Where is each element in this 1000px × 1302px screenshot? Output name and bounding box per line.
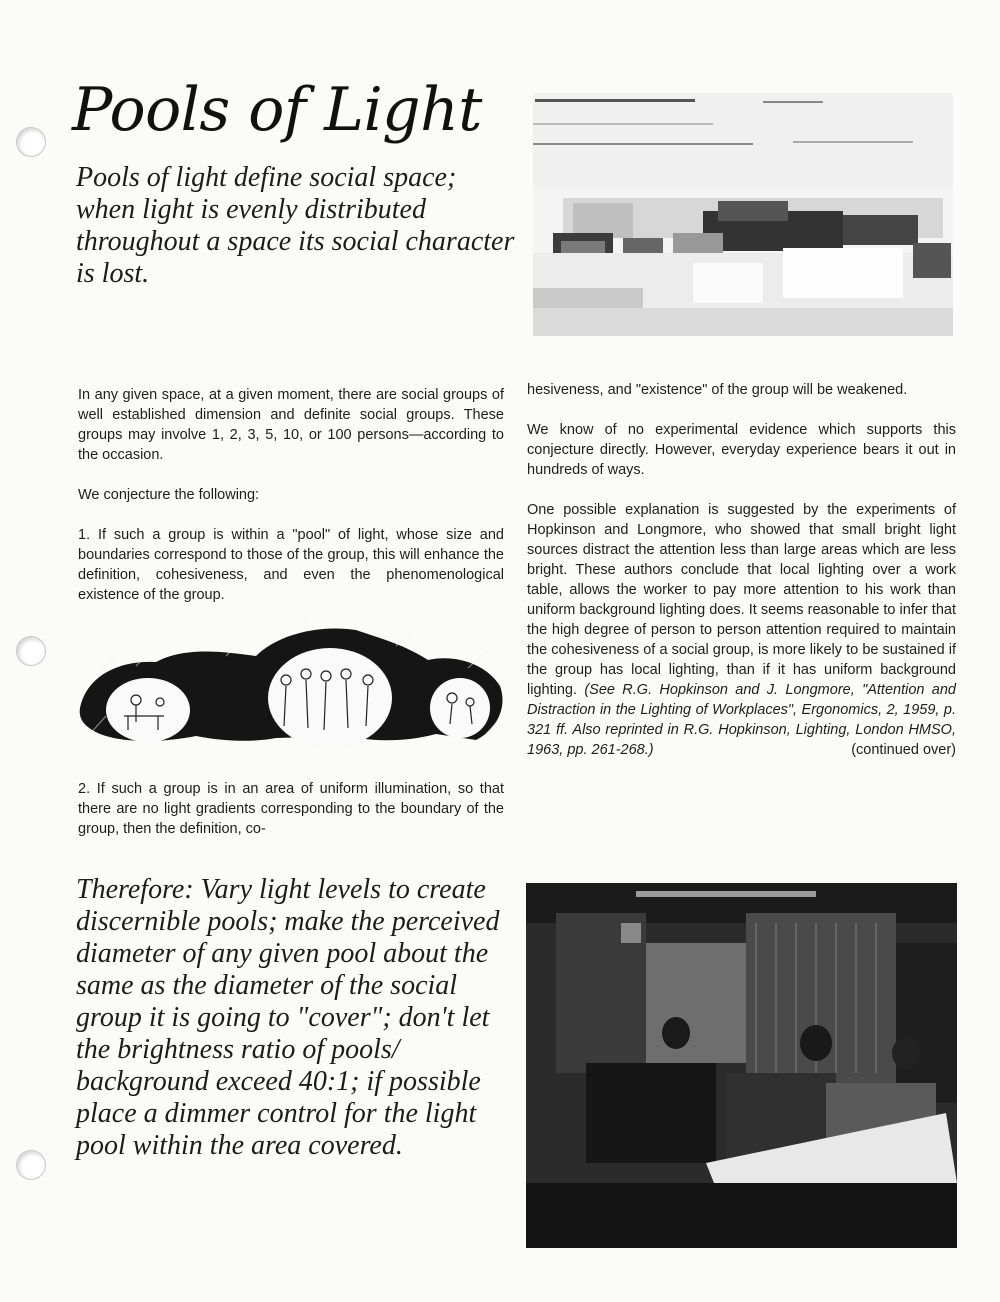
binder-hole-top <box>16 127 46 157</box>
problem-statement: Pools of light define social space; when light is evenly distributed throughout a space its social character is lost. <box>76 162 515 289</box>
office-photo-top <box>533 93 953 336</box>
lounge-photo-bottom <box>526 883 957 1248</box>
binder-hole-bottom <box>16 1150 46 1180</box>
body-column-left <box>78 385 504 625</box>
solution-statement: Therefore: Vary light levels to create discernible pools; make the perceived diameter of any given pool about the same as the diameter of the social group it is going to "cover"; don't let the brightness ratio of pools/ background exceed 40:1; if possible place a dimmer control for the light pool within the area covered. <box>76 874 500 1161</box>
paragraph-explanation <box>527 500 956 760</box>
body-column-right <box>527 380 956 760</box>
paragraph-point-2: 2. If such a group is in an area of uniform illumination, so that there are no light gradients corresponding to the boundary of the group, then the definition, co- <box>78 781 504 837</box>
paragraph-intro: In any given space, at a given moment, there are social groups of well established dimension and definite social groups. These groups may involve 1, 2, 3, 5, 10, or 100 persons—according to the occasion. <box>78 387 504 463</box>
citation-text: (See R.G. Hopkinson and J. Longmore, "Attention and Distraction in the Lighting of Workplaces", Ergonomics, 2, 1959, p. 321 ff. Also reprinted in R.G. Hopkinson, Lighting, London HMSO, 1963, pp. 261-268.) <box>527 682 956 758</box>
paragraph-conjecture: We conjecture the following: <box>78 487 260 503</box>
binder-hole-middle <box>16 636 46 666</box>
paragraph-continuation: hesiveness, and "existence" of the group will be weakened. <box>527 382 908 398</box>
continued-note: (continued over) <box>851 742 956 758</box>
explanation-text: One possible explanation is suggested by the experiments of Hopkinson and Longmore, who showed that small bright light sources distract the attention less than large areas which are less bright. These authors conclude that local lighting over a work table, allows the worker to pay more attention to his work than uniform background lighting does. It seems reasonable to infer that the high degree of person to person attention required to maintain the cohesiveness of a social group, is more likely to be sustained if the group has local lighting, than if it has uniform background lighting. <box>527 502 956 698</box>
paragraph-point-1: 1. If such a group is within a "pool" of light, whose size and boundaries correspond to those of the group, this will enhance the definition, cohesiveness, and even the phenomenological existence of the group. <box>78 527 504 603</box>
page-title: Pools of Light <box>72 75 482 145</box>
paragraph-evidence: We know of no experimental evidence which supports this conjecture directly. However, everyday experience bears it out in hundreds of ways. <box>527 422 956 478</box>
pools-of-light-sketch <box>76 616 508 752</box>
